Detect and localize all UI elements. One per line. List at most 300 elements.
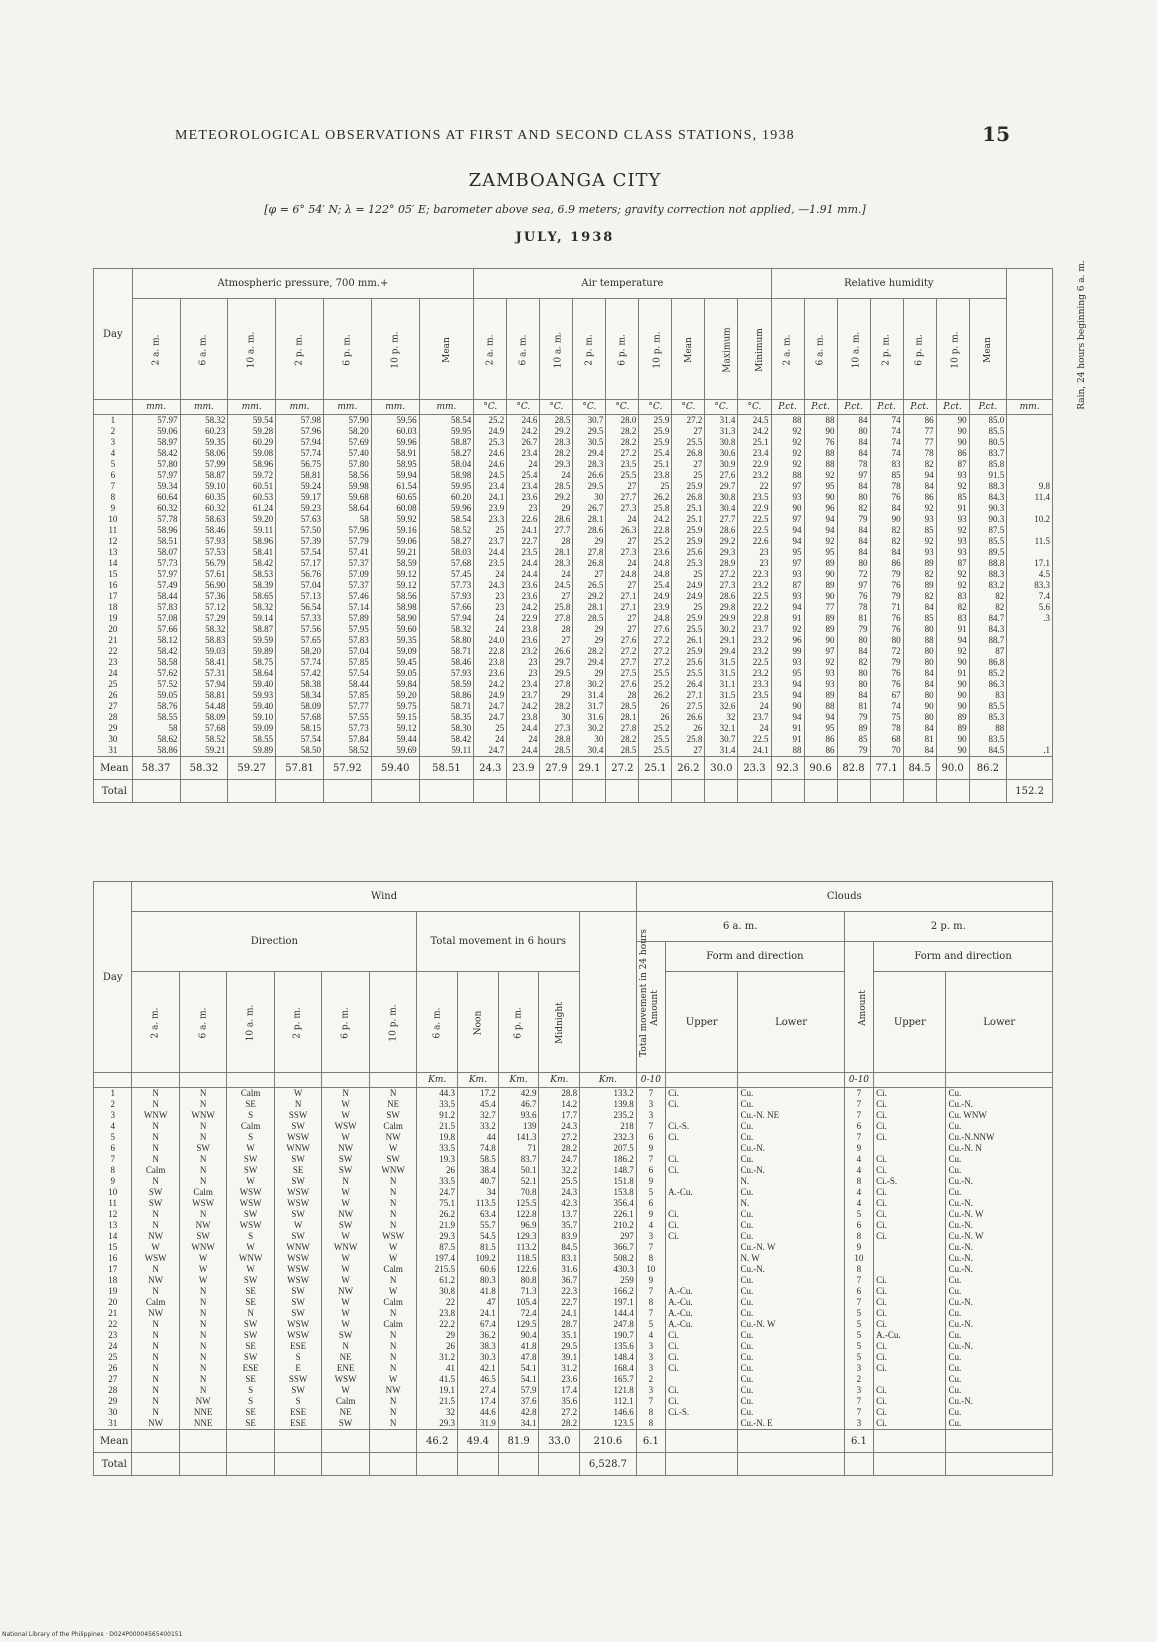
cell-value: 34.1 [520, 1418, 537, 1428]
unit-cell: mm. [180, 400, 228, 415]
cell-value: 82 [995, 591, 1005, 601]
cell-value: SW [386, 1154, 400, 1164]
cell-value: 210.2 [613, 1220, 634, 1230]
cell-value: 30 [594, 492, 604, 502]
cell-value: Calm [240, 1121, 261, 1131]
cell-value: 89 [924, 580, 934, 590]
pressure-col-header: 6 p. m. [323, 299, 371, 400]
cell-value: 30.2 [587, 723, 604, 733]
cell-value: Cu.-N. [948, 1198, 973, 1208]
cell-value: Cu.-N. W [948, 1231, 984, 1241]
cell-value: N [152, 1374, 159, 1384]
cell-value: 59.98 [348, 481, 369, 491]
cell-value: 86 [825, 745, 835, 755]
cell-value: 25.9 [686, 525, 703, 535]
cell-value: Cu. [740, 1209, 754, 1219]
cell-value: W [198, 1264, 208, 1274]
cell-value: 42.3 [561, 1198, 578, 1208]
cell-value: 58.09 [300, 701, 321, 711]
cell-value: 77 [924, 437, 934, 447]
temperature-column [606, 415, 639, 757]
cell-value: 27.2 [653, 646, 670, 656]
cell-value: 70.8 [520, 1187, 537, 1197]
cell-value: 19.1 [439, 1385, 456, 1395]
cell-value: 90 [957, 745, 967, 755]
cell-value: 91 [957, 624, 967, 634]
pressure-group-header: Atmospheric pressure, 700 mm.+ [132, 269, 474, 299]
cell-value: 29 [561, 503, 571, 513]
cell-value: 58.12 [157, 635, 178, 645]
cell-value: 57.14 [348, 602, 369, 612]
cell-value: 59.08 [252, 448, 274, 458]
cell-value: NW [338, 1143, 354, 1153]
cell-value: 57.54 [300, 734, 321, 744]
cell-value [668, 1198, 737, 1209]
cell-value: 24.5 [554, 580, 571, 590]
cell-value: 9 [110, 503, 116, 513]
cell-value: 9 [856, 1143, 862, 1153]
humidity-column [936, 415, 969, 757]
cell-value: Cu. [740, 1275, 754, 1285]
pressure-column [371, 415, 419, 757]
cell-value: A.-Cu. [668, 1319, 693, 1329]
cell-value: Ci. [876, 1385, 887, 1395]
cell-value: 58.55 [157, 712, 178, 722]
cell-value: 27.8 [620, 723, 637, 733]
cell-value: 22.9 [752, 503, 769, 513]
cell-value: 24 [108, 1341, 118, 1351]
cell-value: 23.5 [521, 547, 538, 557]
cell-value: 90 [825, 426, 835, 436]
cell-value: 56.54 [300, 602, 321, 612]
cell-value [1007, 734, 1050, 745]
unit-cell: Km. [458, 1073, 499, 1088]
cell-value: 57.08 [157, 613, 178, 623]
cell-value: 58.98 [396, 602, 417, 612]
cell-value: 28.6 [719, 525, 736, 535]
total-empty [738, 780, 771, 803]
cell-value: 80 [924, 624, 934, 634]
cell-value: 28.6 [719, 591, 736, 601]
cell-value: 24.3 [561, 1121, 578, 1131]
cell-value: 58.32 [205, 415, 226, 425]
cell-value: 41.5 [439, 1374, 456, 1384]
cell-value: Cu.-N. [740, 1264, 765, 1274]
cell-value: 83.7 [988, 448, 1005, 458]
form-2pm-header: Form and direction [874, 942, 1053, 972]
cell-value: Cu. [740, 1286, 754, 1296]
cell-value: 58.59 [451, 679, 472, 689]
station-title: ZAMBOANGA CITY [468, 170, 662, 191]
mean-label: Mean [94, 757, 133, 780]
cell-value: 88 [825, 448, 835, 458]
cell-value: SW [291, 1209, 305, 1219]
cell-value: 6 [856, 1286, 862, 1296]
cell-value: 30.9 [719, 459, 736, 469]
cell-value: 25.1 [752, 437, 769, 447]
cell-value: 24.0 [488, 635, 505, 645]
cell-value: 92 [825, 536, 835, 546]
cell-value: Cu. [740, 1352, 754, 1362]
cell-value: Calm [335, 1396, 356, 1406]
total-empty [180, 780, 228, 803]
cell-value: W [341, 1275, 350, 1285]
cell-value: WSW [287, 1264, 310, 1274]
cell-value: Cu. [740, 1088, 754, 1098]
cell-value: 58.80 [451, 635, 472, 645]
cell-value: 356.4 [613, 1198, 634, 1208]
cell-value: 24.7 [488, 712, 505, 722]
cell-value: 80 [858, 679, 868, 689]
cell-value: 27.8 [587, 547, 604, 557]
cell-value: 89 [957, 723, 967, 733]
total-empty [276, 780, 324, 803]
total-empty [844, 1453, 873, 1476]
cell-value: 84 [858, 690, 868, 700]
direction-column [369, 1088, 416, 1430]
cell-value: 89 [825, 580, 835, 590]
cell-value: 27 [627, 481, 637, 491]
cell-value: 17.2 [480, 1088, 496, 1098]
cell-value: 80 [891, 635, 901, 645]
cell-value: 58.06 [205, 448, 226, 458]
cell-value: 28.6 [587, 525, 604, 535]
cell-value: 57.45 [451, 569, 472, 579]
cell-value: 24.5 [752, 415, 769, 425]
cell-value: 7 [648, 1121, 654, 1131]
cell-value: 94 [792, 525, 802, 535]
cell-value: 28.1 [587, 514, 604, 524]
cell-value: 28.5 [620, 745, 637, 755]
cell-value: 4 [856, 1187, 862, 1197]
cell-value: NNE [193, 1418, 213, 1428]
cell-value: Cu.-N. [740, 1143, 765, 1153]
cell-value: 24.2 [521, 701, 538, 711]
total-empty [419, 780, 474, 803]
cell-value: 94 [957, 635, 967, 645]
cell-value: 6 [110, 1143, 115, 1153]
cell-value: 21.5 [439, 1396, 456, 1406]
cell-value: 22 [759, 481, 769, 491]
cell-value: 20 [108, 624, 118, 634]
total-empty [639, 780, 672, 803]
cell-value: 113.2 [516, 1242, 537, 1252]
cell-value: 84 [858, 525, 868, 535]
cell-value: 34 [486, 1187, 496, 1197]
cell-value: 61.24 [252, 503, 274, 513]
cell-value: 85.3 [988, 712, 1005, 722]
cell-value: 57.46 [348, 591, 369, 601]
upper-2pm-column [874, 1088, 946, 1430]
cell-value: 25.5 [653, 745, 670, 755]
cell-value: 30.7 [719, 734, 736, 744]
cell-value: 46.5 [480, 1374, 496, 1384]
unit-cell: mm. [276, 400, 324, 415]
cell-value: 58.51 [157, 536, 178, 546]
cell-value: 72 [891, 646, 901, 656]
cell-value: Calm [145, 1165, 166, 1175]
upper-2pm-header: Upper [874, 972, 946, 1073]
cell-value: 58.46 [205, 525, 226, 535]
unit-cell [94, 1073, 132, 1088]
cell-value: 59.06 [157, 426, 178, 436]
cell-value: 84 [891, 547, 901, 557]
cell-value: 59.05 [157, 690, 178, 700]
cell-value: 57.39 [300, 536, 321, 546]
cell-value: 7 [648, 1242, 654, 1252]
cell-value: 57.94 [205, 679, 226, 689]
cell-value: Cu. [740, 1385, 754, 1395]
cell-value: WNW [143, 1110, 168, 1120]
cell-value: 23.6 [521, 591, 538, 601]
cell-value: 84 [858, 536, 868, 546]
cell-value: 57.94 [300, 437, 321, 447]
cell-value: 57.99 [205, 459, 226, 469]
cell-value: 29.3 [439, 1418, 456, 1428]
cell-value: 59.15 [396, 712, 417, 722]
temperature-column [474, 415, 507, 757]
cell-value: 58.53 [252, 569, 274, 579]
cell-value: 14.2 [561, 1099, 578, 1109]
clouds-6am-header: 6 a. m. [636, 912, 844, 942]
cell-value: 58.62 [157, 734, 178, 744]
cell-value: Cu.-N. [948, 1297, 973, 1307]
cell-value: 3 [648, 1341, 654, 1351]
cell-value: 58.64 [348, 503, 369, 513]
direction-col-header: 10 p. m. [369, 972, 416, 1073]
cell-value: 3 [110, 1110, 115, 1120]
cell-value: 30.7 [587, 415, 604, 425]
cell-value: 30 [108, 734, 118, 744]
cell-value: 93 [957, 514, 967, 524]
mean-humidity: 86.2 [969, 757, 1007, 780]
cell-value: 81.5 [480, 1242, 496, 1252]
cell-value: Cu. [740, 1132, 754, 1142]
cell-value: 82 [957, 602, 967, 612]
cell-value: 97 [858, 580, 868, 590]
cell-value: 22.8 [752, 613, 769, 623]
cell-value: 27.6 [719, 470, 736, 480]
cell-value: 8 [648, 1297, 654, 1307]
cell-value: 22.8 [488, 646, 505, 656]
cell-value: 70 [891, 745, 901, 755]
cell-value: 78 [924, 448, 934, 458]
cell-value: 28 [108, 712, 118, 722]
cell-value: 76 [858, 591, 868, 601]
cell-value: 8 [648, 1418, 654, 1428]
cell-value: 57.96 [300, 426, 321, 436]
cell-value: SW [338, 1418, 353, 1428]
cell-value: 9 [648, 1143, 654, 1153]
cell-value: 93 [957, 470, 967, 480]
cell-value: 17 [108, 1264, 118, 1274]
cell-value: A.-Cu. [668, 1187, 693, 1197]
cell-value: N [389, 1198, 397, 1208]
cell-value: 20 [108, 1297, 118, 1307]
cell-value: 44 [486, 1132, 496, 1142]
cell-value: N [152, 1363, 159, 1373]
humidity-col-header: Mean [969, 299, 1007, 400]
unit-cell: P.ct. [903, 400, 936, 415]
cell-value: 24 [561, 569, 571, 579]
cell-value: 89 [957, 712, 967, 722]
cell-value: 226.1 [613, 1209, 634, 1219]
cell-value: 88.8 [988, 558, 1005, 568]
cell-value: N [389, 1220, 397, 1230]
cell-value: 27.1 [686, 690, 703, 700]
cell-value: ENE [336, 1363, 355, 1373]
lower-2pm-column [946, 1088, 1053, 1430]
cell-value: 92 [792, 437, 802, 447]
cell-value: Cu. [740, 1220, 754, 1230]
cell-value: Cu. [948, 1275, 962, 1285]
unit-cell: P.ct. [969, 400, 1007, 415]
cell-value [1007, 646, 1050, 657]
cell-value: 23 [759, 547, 769, 557]
total-empty [738, 1453, 844, 1476]
cell-value: 23.8 [488, 657, 505, 667]
cell-value: 57.78 [157, 514, 178, 524]
cell-value: W [341, 1308, 350, 1318]
cell-value: 57.55 [348, 712, 369, 722]
temperature-column [705, 415, 738, 757]
cell-value: 32 [726, 712, 736, 722]
cell-value: SW [291, 1154, 305, 1164]
cell-value: 122.8 [516, 1209, 537, 1219]
cell-value: 60.08 [396, 503, 417, 513]
cell-value: 26 [660, 701, 670, 711]
cell-value: 95 [792, 668, 802, 678]
cell-value: 25.2 [653, 536, 670, 546]
cell-value: 4 [856, 1165, 862, 1175]
mean-empty [738, 1430, 844, 1453]
cell-value: 94 [924, 470, 934, 480]
cell-value: 85.5 [988, 426, 1005, 436]
cell-value: 59.40 [252, 679, 274, 689]
cell-value: Ci. [876, 1319, 887, 1329]
cell-value: Ci. [876, 1209, 887, 1219]
cell-value: 23.5 [488, 558, 505, 568]
cell-value: WSW [239, 1220, 262, 1230]
cell-value: 86 [891, 558, 901, 568]
cell-value: 9 [856, 1242, 862, 1252]
cell-value: 58.56 [348, 470, 369, 480]
cell-value: SW [243, 1165, 258, 1175]
cell-value: 58.83 [205, 635, 226, 645]
cell-value: W [246, 1242, 255, 1252]
cell-value: 24.3 [488, 580, 505, 590]
cell-value: 85.0 [988, 415, 1005, 425]
cell-value: 24.1 [488, 492, 505, 502]
humidity-col-header: 10 a. m. [837, 299, 870, 400]
unit-cell: mm. [419, 400, 474, 415]
cell-value: 28.2 [561, 1143, 578, 1153]
cell-value: 85 [924, 613, 934, 623]
cell-value: 60.65 [396, 492, 417, 502]
cell-value: 27.3 [554, 723, 571, 733]
cell-value: Cu. [948, 1374, 962, 1384]
cell-value: 59.23 [300, 503, 321, 513]
cell-value: 94 [792, 536, 802, 546]
cell-value: 84 [858, 481, 868, 491]
cell-value: Cu. [948, 1088, 962, 1098]
cell-value: 60.6 [480, 1264, 496, 1274]
cell-value: 90 [957, 679, 967, 689]
cell-value: 32 [446, 1407, 456, 1417]
cell-value: 218 [620, 1121, 634, 1131]
cell-value: N [152, 1341, 159, 1351]
cell-value: 7 [856, 1297, 862, 1307]
cell-value: 27.2 [686, 415, 703, 425]
cell-value: 23.2 [752, 470, 769, 480]
cell-value: 28.1 [587, 602, 604, 612]
cell-value: 6 [648, 1165, 654, 1175]
cell-value: 29 [108, 723, 118, 733]
page-number: 15 [982, 122, 1010, 146]
cell-value: S [248, 1396, 254, 1406]
total-empty [771, 780, 804, 803]
day-header: Day [94, 269, 133, 400]
cell-value: Ci. [668, 1385, 679, 1395]
cell-value: 94 [825, 712, 835, 722]
cell-value: 22.5 [752, 514, 769, 524]
cell-value: 14 [108, 1231, 118, 1241]
cell-value: 79 [858, 745, 868, 755]
cell-value: 59.11 [253, 525, 274, 535]
cell-value: 30.6 [719, 448, 736, 458]
cell-value: 58.95 [396, 459, 417, 469]
cell-value: N [199, 1165, 207, 1175]
direction-col-header: 2 p. m. [274, 972, 321, 1073]
cell-value: SE [292, 1165, 304, 1175]
cell-value: 57.54 [348, 668, 369, 678]
mean-pressure: 58.37 [132, 757, 180, 780]
cell-value: 6 [648, 1198, 654, 1208]
cell-value: 28.5 [620, 701, 637, 711]
unit-cell: mm. [1007, 400, 1053, 415]
total-empty [458, 1453, 499, 1476]
cell-value [668, 1264, 737, 1275]
cell-value: 23.7 [752, 712, 769, 722]
cell-value: WSW [287, 1132, 310, 1142]
total-empty [498, 1453, 539, 1476]
cell-value: 1 [110, 1088, 115, 1098]
cell-value: 58.54 [451, 514, 472, 524]
mean-pressure: 58.51 [419, 757, 474, 780]
cell-value: 59.09 [252, 723, 274, 733]
cell-value: 29 [594, 668, 604, 678]
humidity-col-header: 6 a. m. [804, 299, 837, 400]
cell-value: 59.84 [396, 679, 417, 689]
cell-value: 90.3 [988, 514, 1005, 524]
cell-value: ESE [242, 1363, 259, 1373]
cell-value [1007, 668, 1050, 679]
total-empty [573, 780, 606, 803]
cell-value: 84 [891, 503, 901, 513]
unit-cell: Km. [539, 1073, 580, 1088]
cell-value: 97 [825, 646, 835, 656]
cell-value: 23.6 [521, 635, 538, 645]
movement-column [458, 1088, 499, 1430]
cell-value: Cu. [740, 1187, 754, 1197]
cell-value: 32.1 [719, 723, 736, 733]
cell-value: 85 [858, 734, 868, 744]
cell-value: W [341, 1132, 350, 1142]
unit-cell: °C. [474, 400, 507, 415]
cell-value: Cu. [948, 1154, 962, 1164]
cell-value: 24.4 [521, 569, 538, 579]
cell-value: 84.3 [988, 492, 1005, 502]
